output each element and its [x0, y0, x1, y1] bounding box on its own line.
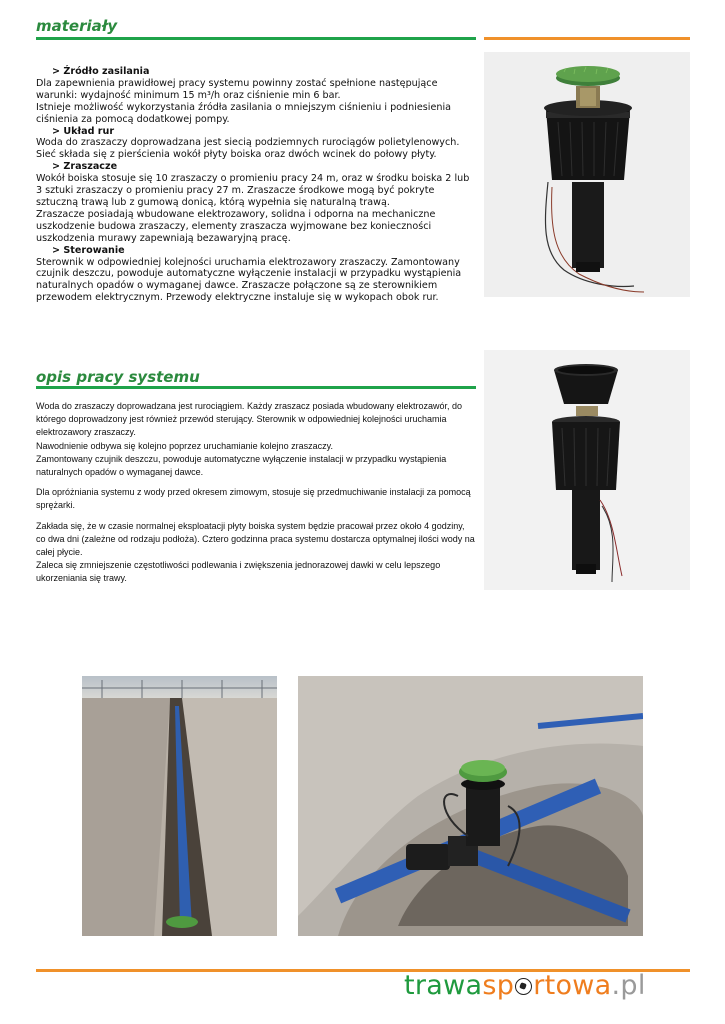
paragraph: Woda do zraszaczy doprowadzana jest siecią podziemnych rurociągów polietylenowych. Sieć składa się z pierścienia wokół płyty boiska oraz dwóch wcinek do połowy płyty. [36, 137, 460, 161]
logo-part-rtowa: rtowa [533, 970, 612, 1001]
paragraph: Zakłada się, że w czasie normalnej eksploatacji płyty boiska system będzie pracował przez około 4 godziny, co dwa dni (zależne od rodzaju podłoża). Cztero godzinna praca systemu dostarcza optymalnej ilości wody na całej płycie. [36, 520, 475, 558]
section2-text [36, 400, 476, 586]
subheading: > Źródło zasilania [52, 66, 150, 77]
logo-part-trawa: trawa [404, 970, 483, 1001]
paragraph: Zamontowany czujnik deszczu, powoduje automatyczne wyłączenie instalacji w przypadku wystąpienia naturalnych opadów o wymaganej dawce. [36, 453, 447, 478]
section1-orange-rule [484, 37, 690, 40]
section1-title: materiały [36, 17, 118, 35]
paragraph: Woda do zraszaczy doprowadzana jest rurociągiem. Każdy zraszacz posiada wbudowany elektrozawór, do którego doprowadzony jest również przewód sterujący. Sterownik w odpowiedniej kolejności uruchamia elektrozawory zraszaczy. [36, 401, 463, 438]
section2-green-rule [36, 386, 476, 389]
soccer-ball-icon [515, 978, 532, 995]
section1-green-rule [36, 37, 476, 40]
paragraph: Nawodnienie odbywa się kolejno poprzez uruchamianie kolejno zraszaczy. [36, 440, 333, 451]
sprinkler-photo-1 [484, 52, 690, 297]
paragraph: Wokół boiska stosuje się 10 zraszaczy o promieniu pracy 24 m, oraz w środku boiska 2 lub 3 sztuki zraszaczy o promieniu pracy 27 m. Zraszacze środkowe mogą być pokryte sztuczną trawą lub z gumową donicą, którą wypełnia się naturalną trawą. [36, 173, 470, 208]
paragraph: Sterownik w odpowiedniej kolejności uruchamia elektrozawory zraszaczy. Zamontowany czujnik deszczu, powoduje automatyczne wyłączenie instalacji w przypadku wystąpienia naturalnych opadów o wymaganej dawce. Zraszacze połączone są ze sterownikiem przewodem elektrycznym. Przewody elektryczne instaluje się w wykopach obok rur. [36, 256, 462, 304]
paragraph: Istnieje możliwość wykorzystania źródła zasilania o mniejszym ciśnieniu i podniesienia ciśnienia za pomocą dodatkowej pompy. [36, 101, 451, 125]
paragraph: Dla zapewnienia prawidłowej pracy systemu powinny zostać spełnione następujące warunki: wydajność minimum 15 m³/h oraz ciśnienie min 6 bar. [36, 77, 438, 101]
subheading: > Zraszacze [52, 161, 118, 173]
paragraph: Zraszacze posiadają wbudowane elektrozawory, solidna i odporna na mechaniczne uszkodzenie budowa zraszaczy, elementy zraszacza wyjmowane bez konieczności uszkodzenia murawy zapewniają bezawaryjną pracę. [36, 208, 436, 244]
paragraph: Dla opróżniania systemu z wody przed okresem zimowym, stosuje się przedmuchiwanie instalacji za pomocą sprężarki. [36, 487, 471, 511]
trench-photo [82, 676, 277, 936]
subheading: > Układ rur [52, 125, 115, 137]
sprinkler-photo-2 [484, 350, 690, 590]
logo-part-sp: sp [482, 970, 515, 1001]
section2-title: opis pracy systemu [36, 368, 200, 386]
paragraph: Zaleca się zmniejszenie częstotliwości podlewania i zwiększenia jednorazowej dawki w celu lepszego ukorzeniania się trawy. [36, 560, 441, 584]
logo-part-pl: .pl [611, 970, 646, 1001]
section1-text [36, 66, 476, 304]
subheading: > Sterowanie [52, 244, 125, 256]
installation-photo [298, 676, 643, 936]
site-logo[interactable] [404, 970, 646, 1001]
